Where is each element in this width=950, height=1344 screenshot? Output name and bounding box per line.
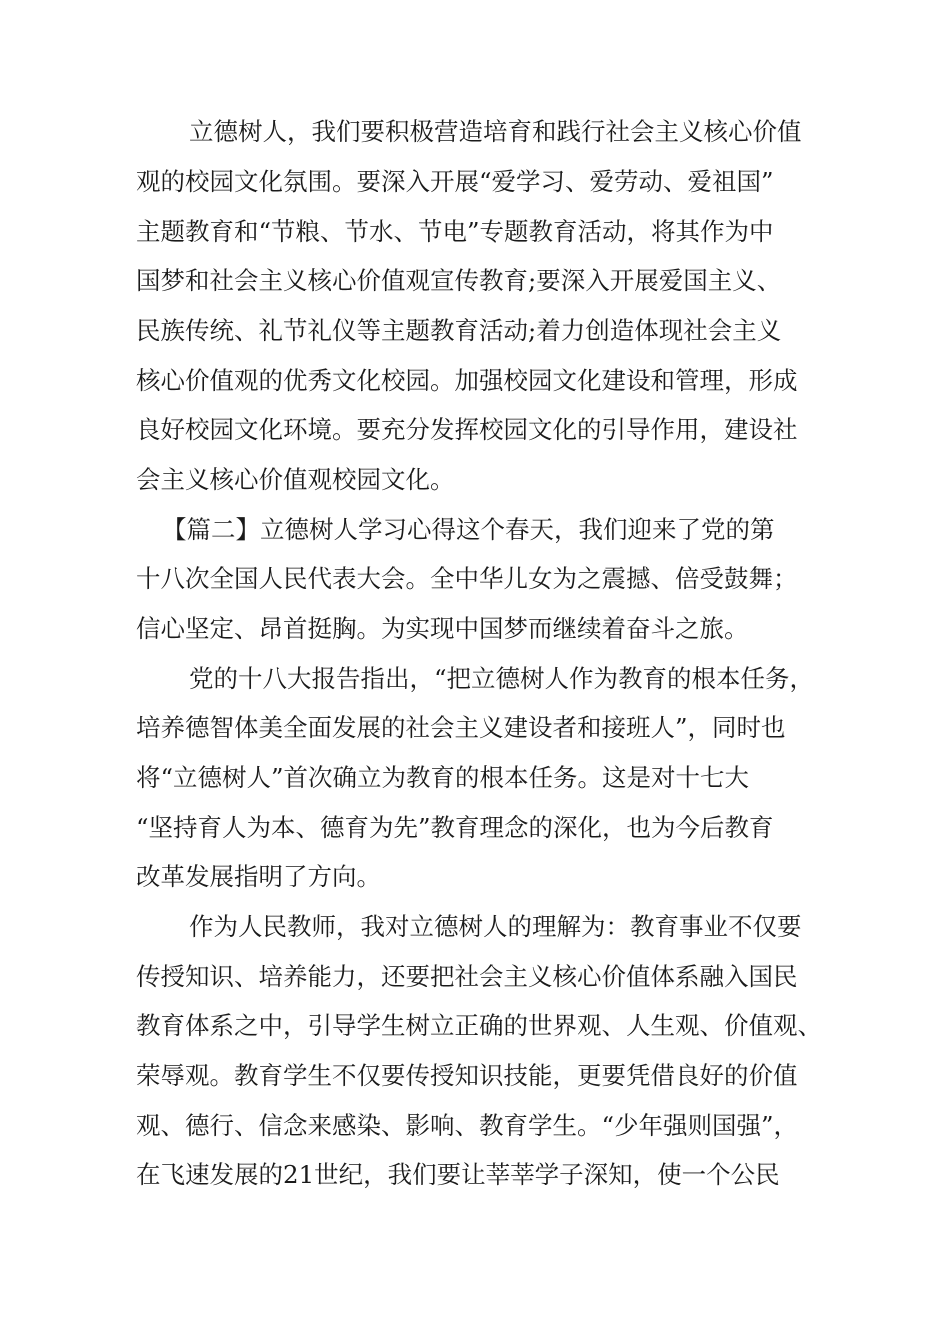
text-line: 观、德行、信念来感染、影响、教育学生。“少年强则国强”， (136, 1111, 799, 1140)
text-line: 国梦和社会主义核心价值观宣传教育;要深入开展爱国主义、 (136, 266, 782, 295)
text-line: 主题教育和“节粮、节水、节电”专题教育活动，将其作为中 (136, 217, 774, 246)
text-line: 培养德智体美全面发展的社会主义建设者和接班人”，同时也 (136, 713, 786, 742)
text-line: 立德树人，我们要积极营造培育和践行社会主义核心价值 (189, 117, 802, 146)
text-line: 会主义核心价值观校园文化。 (136, 465, 455, 494)
text-line: 改革发展指明了方向。 (136, 862, 381, 891)
text-line: 党的十八大报告指出，“把立德树人作为教育的根本任务， (189, 664, 815, 693)
text-line: 教育体系之中，引导学生树立正确的世界观、人生观、价值观、 (136, 1011, 822, 1040)
text-line: 民族传统、礼节礼仪等主题教育活动;着力创造体现社会主义 (136, 316, 782, 345)
text-line: 核心价值观的优秀文化校园。加强校园文化建设和管理，形成 (136, 366, 798, 395)
text-line: “坚持育人为本、德育为先”教育理念的深化，也为今后教育 (136, 813, 774, 842)
text-line: 在飞速发展的21世纪，我们要让莘莘学子深知，使一个公民 (136, 1160, 780, 1189)
text-line: 良好校园文化环境。要充分发挥校园文化的引导作用，建设社 (136, 415, 798, 444)
text-line: 传授知识、培养能力，还要把社会主义核心价值体系融入国民 (136, 962, 798, 991)
text-line: 【篇二】立德树人学习心得这个春天，我们迎来了党的第 (162, 515, 775, 544)
text-line: 荣辱观。教育学生不仅要传授知识技能，更要凭借良好的价值 (136, 1061, 798, 1090)
text-line: 将“立德树人”首次确立为教育的根本任务。这是对十七大 (136, 763, 750, 792)
text-line: 十八次全国人民代表大会。全中华儿女为之震撼、倍受鼓舞； (136, 564, 798, 593)
text-line: 信心坚定、昂首挺胸。为实现中国梦而继续着奋斗之旅。 (136, 614, 749, 643)
text-line: 作为人民教师，我对立德树人的理解为：教育事业不仅要 (189, 912, 802, 941)
text-line: 观的校园文化氛围。要深入开展“爱学习、爱劳动、爱祖国” (136, 167, 774, 196)
